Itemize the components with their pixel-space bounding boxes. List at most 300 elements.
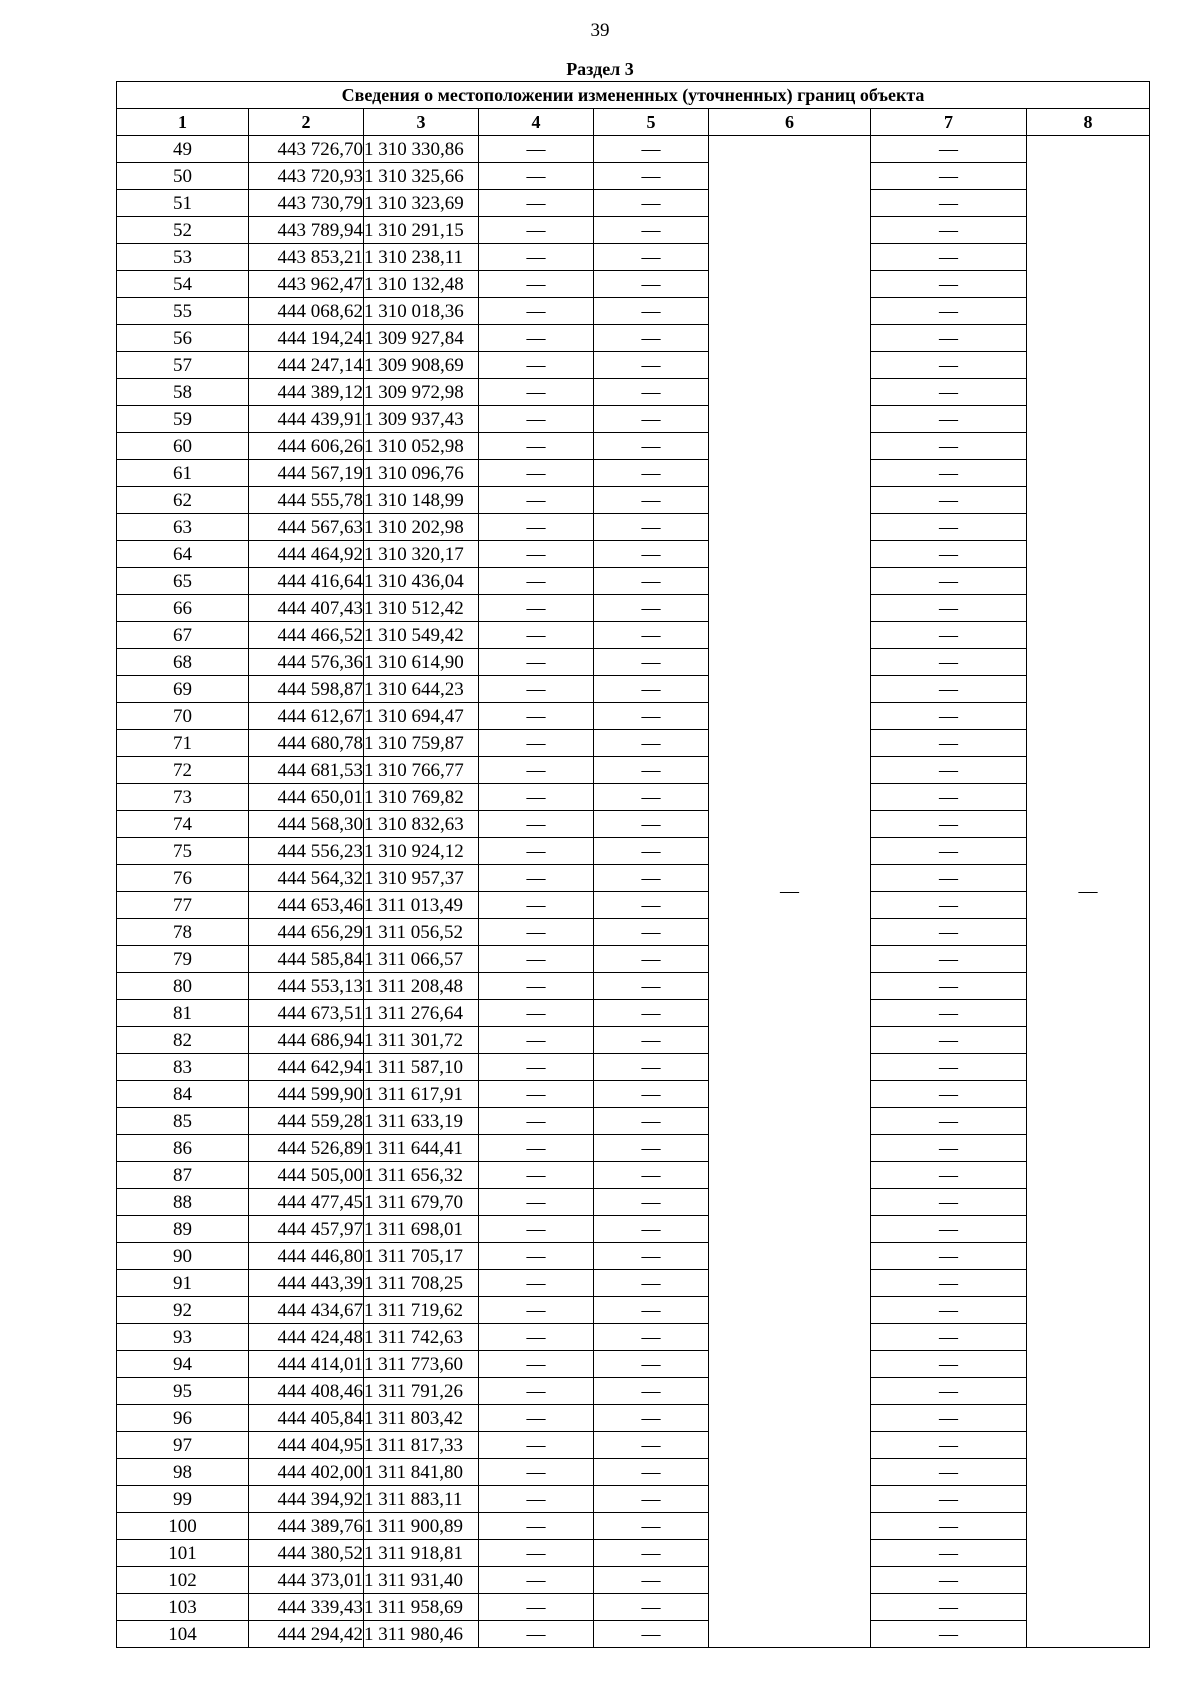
cell-y-coordinate: 1 310 694,47 (364, 703, 479, 730)
cell-col7: — (871, 595, 1027, 622)
cell-y-coordinate: 1 310 291,15 (364, 217, 479, 244)
cell-col7: — (871, 784, 1027, 811)
cell-col7: — (871, 325, 1027, 352)
table-row (117, 1000, 1150, 1027)
cell-x-coordinate: 443 853,21 (249, 244, 364, 271)
cell-col4: — (479, 1405, 594, 1432)
cell-point-number: 104 (117, 1621, 249, 1648)
cell-y-coordinate: 1 311 208,48 (364, 973, 479, 1000)
cell-col5: — (594, 1432, 709, 1459)
table-caption: Сведения о местоположении измененных (уточненных) границ объекта (117, 82, 1150, 109)
cell-col7: — (871, 622, 1027, 649)
cell-x-coordinate: 444 380,52 (249, 1540, 364, 1567)
cell-x-coordinate: 444 681,53 (249, 757, 364, 784)
cell-col5: — (594, 1405, 709, 1432)
cell-y-coordinate: 1 311 301,72 (364, 1027, 479, 1054)
cell-x-coordinate: 444 568,30 (249, 811, 364, 838)
cell-point-number: 51 (117, 190, 249, 217)
column-header-2: 2 (249, 109, 364, 136)
cell-x-coordinate: 444 567,63 (249, 514, 364, 541)
cell-col4: — (479, 1567, 594, 1594)
cell-col5: — (594, 811, 709, 838)
cell-y-coordinate: 1 309 972,98 (364, 379, 479, 406)
cell-point-number: 85 (117, 1108, 249, 1135)
cell-point-number: 61 (117, 460, 249, 487)
cell-col7: — (871, 1513, 1027, 1540)
cell-x-coordinate: 443 962,47 (249, 271, 364, 298)
cell-y-coordinate: 1 311 958,69 (364, 1594, 479, 1621)
cell-col7: — (871, 190, 1027, 217)
table-row (117, 244, 1150, 271)
table-row (117, 1459, 1150, 1486)
cell-col7: — (871, 352, 1027, 379)
cell-y-coordinate: 1 310 644,23 (364, 676, 479, 703)
cell-x-coordinate: 444 247,14 (249, 352, 364, 379)
cell-col7: — (871, 460, 1027, 487)
cell-y-coordinate: 1 311 841,80 (364, 1459, 479, 1486)
cell-y-coordinate: 1 311 656,32 (364, 1162, 479, 1189)
cell-y-coordinate: 1 311 742,63 (364, 1324, 479, 1351)
table-row (117, 514, 1150, 541)
cell-col4: — (479, 784, 594, 811)
table-row (117, 1243, 1150, 1270)
cell-point-number: 84 (117, 1081, 249, 1108)
cell-point-number: 75 (117, 838, 249, 865)
table-row (117, 352, 1150, 379)
cell-col5: — (594, 595, 709, 622)
cell-x-coordinate: 444 598,87 (249, 676, 364, 703)
cell-col4: — (479, 1108, 594, 1135)
cell-y-coordinate: 1 311 066,57 (364, 946, 479, 973)
cell-col7: — (871, 244, 1027, 271)
cell-col7: — (871, 676, 1027, 703)
table-row (117, 1567, 1150, 1594)
cell-col5: — (594, 1054, 709, 1081)
table-row (117, 325, 1150, 352)
table-row (117, 1189, 1150, 1216)
cell-y-coordinate: 1 311 705,17 (364, 1243, 479, 1270)
cell-x-coordinate: 444 612,67 (249, 703, 364, 730)
table-row (117, 595, 1150, 622)
cell-x-coordinate: 444 424,48 (249, 1324, 364, 1351)
cell-col7: — (871, 1243, 1027, 1270)
cell-col5: — (594, 1459, 709, 1486)
column-header-6: 6 (709, 109, 871, 136)
cell-y-coordinate: 1 311 980,46 (364, 1621, 479, 1648)
cell-col4: — (479, 1351, 594, 1378)
cell-y-coordinate: 1 310 614,90 (364, 649, 479, 676)
cell-col4: — (479, 1000, 594, 1027)
cell-x-coordinate: 444 294,42 (249, 1621, 364, 1648)
cell-x-coordinate: 444 414,01 (249, 1351, 364, 1378)
cell-col7: — (871, 946, 1027, 973)
table-row (117, 1513, 1150, 1540)
cell-point-number: 96 (117, 1405, 249, 1432)
cell-point-number: 58 (117, 379, 249, 406)
cell-x-coordinate: 444 567,19 (249, 460, 364, 487)
cell-col5: — (594, 568, 709, 595)
cell-x-coordinate: 444 576,36 (249, 649, 364, 676)
cell-point-number: 103 (117, 1594, 249, 1621)
cell-col5: — (594, 703, 709, 730)
cell-point-number: 82 (117, 1027, 249, 1054)
cell-y-coordinate: 1 310 766,77 (364, 757, 479, 784)
cell-col5: — (594, 541, 709, 568)
cell-x-coordinate: 444 404,95 (249, 1432, 364, 1459)
table-row (117, 1270, 1150, 1297)
cell-point-number: 87 (117, 1162, 249, 1189)
cell-y-coordinate: 1 310 769,82 (364, 784, 479, 811)
cell-col7: — (871, 838, 1027, 865)
cell-col4: — (479, 865, 594, 892)
cell-point-number: 62 (117, 487, 249, 514)
cell-col4: — (479, 1297, 594, 1324)
cell-y-coordinate: 1 311 644,41 (364, 1135, 479, 1162)
cell-point-number: 78 (117, 919, 249, 946)
cell-col5: — (594, 1135, 709, 1162)
cell-x-coordinate: 444 477,45 (249, 1189, 364, 1216)
cell-col5: — (594, 136, 709, 163)
cell-y-coordinate: 1 311 931,40 (364, 1567, 479, 1594)
cell-col7: — (871, 217, 1027, 244)
cell-x-coordinate: 444 068,62 (249, 298, 364, 325)
table-row (117, 1081, 1150, 1108)
cell-col5: — (594, 163, 709, 190)
cell-col5: — (594, 1378, 709, 1405)
table-row (117, 217, 1150, 244)
table-row (117, 379, 1150, 406)
cell-y-coordinate: 1 311 056,52 (364, 919, 479, 946)
section-title: Раздел 3 (566, 59, 634, 79)
cell-y-coordinate: 1 311 883,11 (364, 1486, 479, 1513)
cell-col4: — (479, 433, 594, 460)
cell-col4: — (479, 1270, 594, 1297)
table-row (117, 811, 1150, 838)
cell-col5: — (594, 838, 709, 865)
cell-col5: — (594, 622, 709, 649)
cell-col5: — (594, 1621, 709, 1648)
cell-point-number: 101 (117, 1540, 249, 1567)
cell-y-coordinate: 1 310 323,69 (364, 190, 479, 217)
table-row (117, 1486, 1150, 1513)
cell-x-coordinate: 444 526,89 (249, 1135, 364, 1162)
cell-col7: — (871, 1324, 1027, 1351)
cell-col4: — (479, 649, 594, 676)
cell-col7: — (871, 1378, 1027, 1405)
cell-y-coordinate: 1 310 512,42 (364, 595, 479, 622)
cell-x-coordinate: 444 505,00 (249, 1162, 364, 1189)
cell-col7: — (871, 379, 1027, 406)
cell-x-coordinate: 444 405,84 (249, 1405, 364, 1432)
table-row (117, 487, 1150, 514)
cell-x-coordinate: 444 564,32 (249, 865, 364, 892)
cell-x-coordinate: 444 439,91 (249, 406, 364, 433)
table-row (117, 865, 1150, 892)
cell-col5: — (594, 1081, 709, 1108)
cell-y-coordinate: 1 310 330,86 (364, 136, 479, 163)
column-header-7: 7 (871, 109, 1027, 136)
cell-point-number: 90 (117, 1243, 249, 1270)
cell-x-coordinate: 444 673,51 (249, 1000, 364, 1027)
column-header-8: 8 (1027, 109, 1150, 136)
cell-col4: — (479, 298, 594, 325)
cell-col5: — (594, 784, 709, 811)
cell-y-coordinate: 1 309 927,84 (364, 325, 479, 352)
cell-y-coordinate: 1 310 096,76 (364, 460, 479, 487)
cell-col5: — (594, 406, 709, 433)
cell-y-coordinate: 1 310 436,04 (364, 568, 479, 595)
cell-point-number: 77 (117, 892, 249, 919)
cell-col7: — (871, 757, 1027, 784)
table-row (117, 973, 1150, 1000)
cell-col4: — (479, 946, 594, 973)
cell-col5: — (594, 1594, 709, 1621)
cell-point-number: 54 (117, 271, 249, 298)
cell-col4: — (479, 676, 594, 703)
cell-col7: — (871, 271, 1027, 298)
table-row (117, 271, 1150, 298)
cell-point-number: 56 (117, 325, 249, 352)
cell-x-coordinate: 444 194,24 (249, 325, 364, 352)
cell-col4: — (479, 163, 594, 190)
cell-col4: — (479, 1027, 594, 1054)
cell-col5: — (594, 271, 709, 298)
table-row (117, 163, 1150, 190)
cell-col5: — (594, 1567, 709, 1594)
cell-y-coordinate: 1 311 719,62 (364, 1297, 479, 1324)
cell-y-coordinate: 1 310 202,98 (364, 514, 479, 541)
cell-col5: — (594, 433, 709, 460)
cell-col7: — (871, 487, 1027, 514)
table-row (117, 1297, 1150, 1324)
cell-point-number: 97 (117, 1432, 249, 1459)
cell-point-number: 74 (117, 811, 249, 838)
cell-col4: — (479, 190, 594, 217)
cell-col7: — (871, 919, 1027, 946)
cell-col7: — (871, 1270, 1027, 1297)
cell-point-number: 76 (117, 865, 249, 892)
cell-col5: — (594, 973, 709, 1000)
cell-x-coordinate: 444 394,92 (249, 1486, 364, 1513)
cell-col4: — (479, 838, 594, 865)
cell-col4: — (479, 1459, 594, 1486)
cell-col7: — (871, 892, 1027, 919)
cell-col4: — (479, 460, 594, 487)
cell-point-number: 73 (117, 784, 249, 811)
cell-point-number: 50 (117, 163, 249, 190)
cell-col4: — (479, 217, 594, 244)
cell-point-number: 81 (117, 1000, 249, 1027)
cell-col7: — (871, 1567, 1027, 1594)
cell-col4: — (479, 541, 594, 568)
cell-col4: — (479, 1189, 594, 1216)
table-row (117, 190, 1150, 217)
column-header-3: 3 (364, 109, 479, 136)
cell-y-coordinate: 1 310 148,99 (364, 487, 479, 514)
cell-col4: — (479, 595, 594, 622)
cell-col7: — (871, 1459, 1027, 1486)
cell-col7: — (871, 1189, 1027, 1216)
cell-col4: — (479, 1081, 594, 1108)
cell-col5: — (594, 757, 709, 784)
cell-y-coordinate: 1 309 908,69 (364, 352, 479, 379)
cell-col5: — (594, 1270, 709, 1297)
table-row (117, 1027, 1150, 1054)
cell-col5: — (594, 1540, 709, 1567)
table-row (117, 460, 1150, 487)
cell-col7: — (871, 1486, 1027, 1513)
cell-col7: — (871, 568, 1027, 595)
table-row (117, 1540, 1150, 1567)
cell-col4: — (479, 406, 594, 433)
cell-col4: — (479, 1324, 594, 1351)
cell-point-number: 71 (117, 730, 249, 757)
cell-point-number: 49 (117, 136, 249, 163)
cell-col5: — (594, 514, 709, 541)
cell-col5: — (594, 190, 709, 217)
cell-col7: — (871, 1621, 1027, 1648)
cell-col4: — (479, 919, 594, 946)
cell-col8-merged: — (1027, 136, 1150, 1648)
cell-point-number: 94 (117, 1351, 249, 1378)
cell-col5: — (594, 730, 709, 757)
cell-y-coordinate: 1 310 132,48 (364, 271, 479, 298)
cell-col5: — (594, 1108, 709, 1135)
table-row (117, 406, 1150, 433)
cell-x-coordinate: 444 402,00 (249, 1459, 364, 1486)
cell-col7: — (871, 433, 1027, 460)
cell-col7: — (871, 1135, 1027, 1162)
cell-col5: — (594, 1000, 709, 1027)
cell-col5: — (594, 1162, 709, 1189)
table-row (117, 1216, 1150, 1243)
cell-col5: — (594, 892, 709, 919)
column-header-4: 4 (479, 109, 594, 136)
table-row (117, 703, 1150, 730)
cell-point-number: 72 (117, 757, 249, 784)
cell-col5: — (594, 298, 709, 325)
cell-x-coordinate: 444 686,94 (249, 1027, 364, 1054)
cell-y-coordinate: 1 311 817,33 (364, 1432, 479, 1459)
table-row (117, 1378, 1150, 1405)
cell-point-number: 63 (117, 514, 249, 541)
table-body (117, 136, 1150, 1648)
table-row (117, 946, 1150, 973)
cell-x-coordinate: 444 555,78 (249, 487, 364, 514)
cell-y-coordinate: 1 310 325,66 (364, 163, 479, 190)
cell-col7: — (871, 865, 1027, 892)
cell-col4: — (479, 757, 594, 784)
cell-col5: — (594, 1324, 709, 1351)
cell-x-coordinate: 444 599,90 (249, 1081, 364, 1108)
table-row (117, 1054, 1150, 1081)
cell-col5: — (594, 946, 709, 973)
cell-col4: — (479, 136, 594, 163)
table-row (117, 1432, 1150, 1459)
cell-point-number: 55 (117, 298, 249, 325)
cell-y-coordinate: 1 310 549,42 (364, 622, 479, 649)
cell-col4: — (479, 568, 594, 595)
cell-x-coordinate: 444 680,78 (249, 730, 364, 757)
cell-col7: — (871, 1108, 1027, 1135)
cell-point-number: 52 (117, 217, 249, 244)
cell-col7: — (871, 649, 1027, 676)
cell-point-number: 88 (117, 1189, 249, 1216)
table-row (117, 568, 1150, 595)
cell-col5: — (594, 217, 709, 244)
cell-col7: — (871, 298, 1027, 325)
cell-col7: — (871, 1216, 1027, 1243)
table-row (117, 892, 1150, 919)
cell-point-number: 91 (117, 1270, 249, 1297)
cell-col4: — (479, 1540, 594, 1567)
cell-y-coordinate: 1 310 759,87 (364, 730, 479, 757)
cell-y-coordinate: 1 310 924,12 (364, 838, 479, 865)
cell-col5: — (594, 1297, 709, 1324)
table-row (117, 919, 1150, 946)
cell-point-number: 70 (117, 703, 249, 730)
cell-col7: — (871, 541, 1027, 568)
cell-y-coordinate: 1 311 633,19 (364, 1108, 479, 1135)
cell-col7: — (871, 973, 1027, 1000)
cell-col7: — (871, 1540, 1027, 1567)
cell-col4: — (479, 1135, 594, 1162)
cell-x-coordinate: 443 720,93 (249, 163, 364, 190)
cell-y-coordinate: 1 310 052,98 (364, 433, 479, 460)
cell-point-number: 57 (117, 352, 249, 379)
cell-point-number: 68 (117, 649, 249, 676)
cell-point-number: 79 (117, 946, 249, 973)
column-header-1: 1 (117, 109, 249, 136)
cell-col7: — (871, 1054, 1027, 1081)
cell-col7: — (871, 730, 1027, 757)
cell-y-coordinate: 1 311 276,64 (364, 1000, 479, 1027)
cell-col7: — (871, 1027, 1027, 1054)
coordinates-table (116, 81, 1150, 1648)
cell-col5: — (594, 1216, 709, 1243)
cell-y-coordinate: 1 311 587,10 (364, 1054, 479, 1081)
table-row (117, 298, 1150, 325)
cell-col4: — (479, 1432, 594, 1459)
cell-x-coordinate: 444 656,29 (249, 919, 364, 946)
cell-x-coordinate: 444 642,94 (249, 1054, 364, 1081)
cell-col5: — (594, 676, 709, 703)
cell-point-number: 102 (117, 1567, 249, 1594)
cell-col5: — (594, 244, 709, 271)
cell-col5: — (594, 1351, 709, 1378)
table-row (117, 1594, 1150, 1621)
cell-y-coordinate: 1 310 320,17 (364, 541, 479, 568)
cell-col7: — (871, 136, 1027, 163)
cell-col4: — (479, 1243, 594, 1270)
cell-col4: — (479, 703, 594, 730)
cell-point-number: 95 (117, 1378, 249, 1405)
cell-col5: — (594, 487, 709, 514)
cell-col7: — (871, 1162, 1027, 1189)
cell-y-coordinate: 1 310 018,36 (364, 298, 479, 325)
table-row (117, 1324, 1150, 1351)
cell-point-number: 53 (117, 244, 249, 271)
cell-col7: — (871, 1594, 1027, 1621)
cell-col4: — (479, 352, 594, 379)
cell-x-coordinate: 444 653,46 (249, 892, 364, 919)
cell-col5: — (594, 352, 709, 379)
cell-y-coordinate: 1 310 957,37 (364, 865, 479, 892)
table-row (117, 136, 1150, 163)
cell-col4: — (479, 730, 594, 757)
cell-col7: — (871, 1432, 1027, 1459)
page-number: 39 (590, 20, 610, 41)
